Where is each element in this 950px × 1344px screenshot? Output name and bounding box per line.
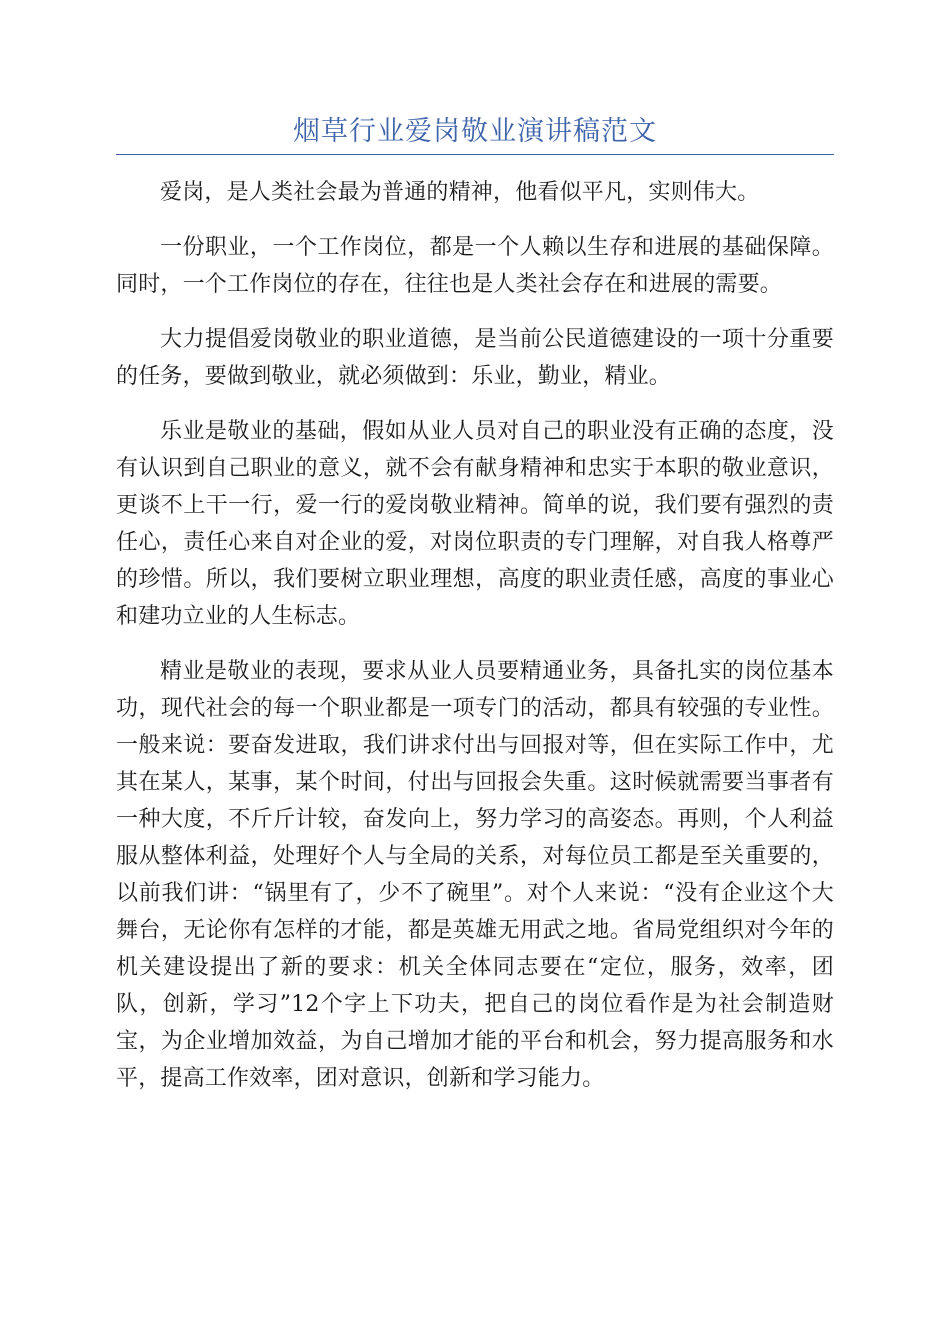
document-body	[116, 174, 834, 1115]
document-title: 烟草行业爱岗敬业演讲稿范文	[293, 116, 657, 147]
paragraph: 一份职业，一个工作岗位，都是一个人赖以生存和进展的基础保障。同时，一个工作岗位的存在，往往也是人类社会存在和进展的需要。	[116, 235, 834, 297]
paragraph: 爱岗，是人类社会最为普通的精神，他看似平凡，实则伟大。	[160, 180, 760, 205]
paragraph: 大力提倡爱岗敬业的职业道德，是当前公民道德建设的一项十分重要的任务，要做到敬业，就必须做到：乐业，勤业，精业。	[116, 327, 834, 389]
paragraph: 精业是敬业的表现，要求从业人员要精通业务，具备扎实的岗位基本功，现代社会的每一个职业都是一项专门的活动，都具有较强的专业性。一般来说：要奋发进取，我们讲求付出与回报对等，但在实际工作中，尤其在某人，某事，某个时间，付出与回报会失重。这时候就需要当事者有一种大度，不斤斤计较，奋发向上，努力学习的高姿态。再则，个人利益服从整体利益，处理好个人与全局的关系，对每位员工都是至关重要的，以前我们讲：“锅里有了，少不了碗里”。对个人来说：“没有企业这个大舞台，无论你有怎样的才能，都是英雄无用武之地。省局党组织对今年的机关建设提出了新的要求：机关全体同志要在“定位，服务，效率，团队，创新，学习”12个字上下功夫，把自己的岗位看作是为社会制造财宝，为企业增加效益，为自己增加才能的平台和机会，努力提高服务和水平，提高工作效率，团对意识，创新和学习能力。	[116, 659, 834, 1091]
paragraph: 乐业是敬业的基础，假如从业人员对自己的职业没有正确的态度，没有认识到自己职业的意义，就不会有献身精神和忠实于本职的敬业意识，更谈不上干一行，爱一行的爱岗敬业精神。简单的说，我们要有强烈的责任心，责任心来自对企业的爱，对岗位职责的专门理解，对自我人格尊严的珍惜。所以，我们要树立职业理想，高度的职业责任感，高度的事业心和建功立业的人生标志。	[116, 419, 834, 629]
title-underline	[116, 154, 834, 155]
